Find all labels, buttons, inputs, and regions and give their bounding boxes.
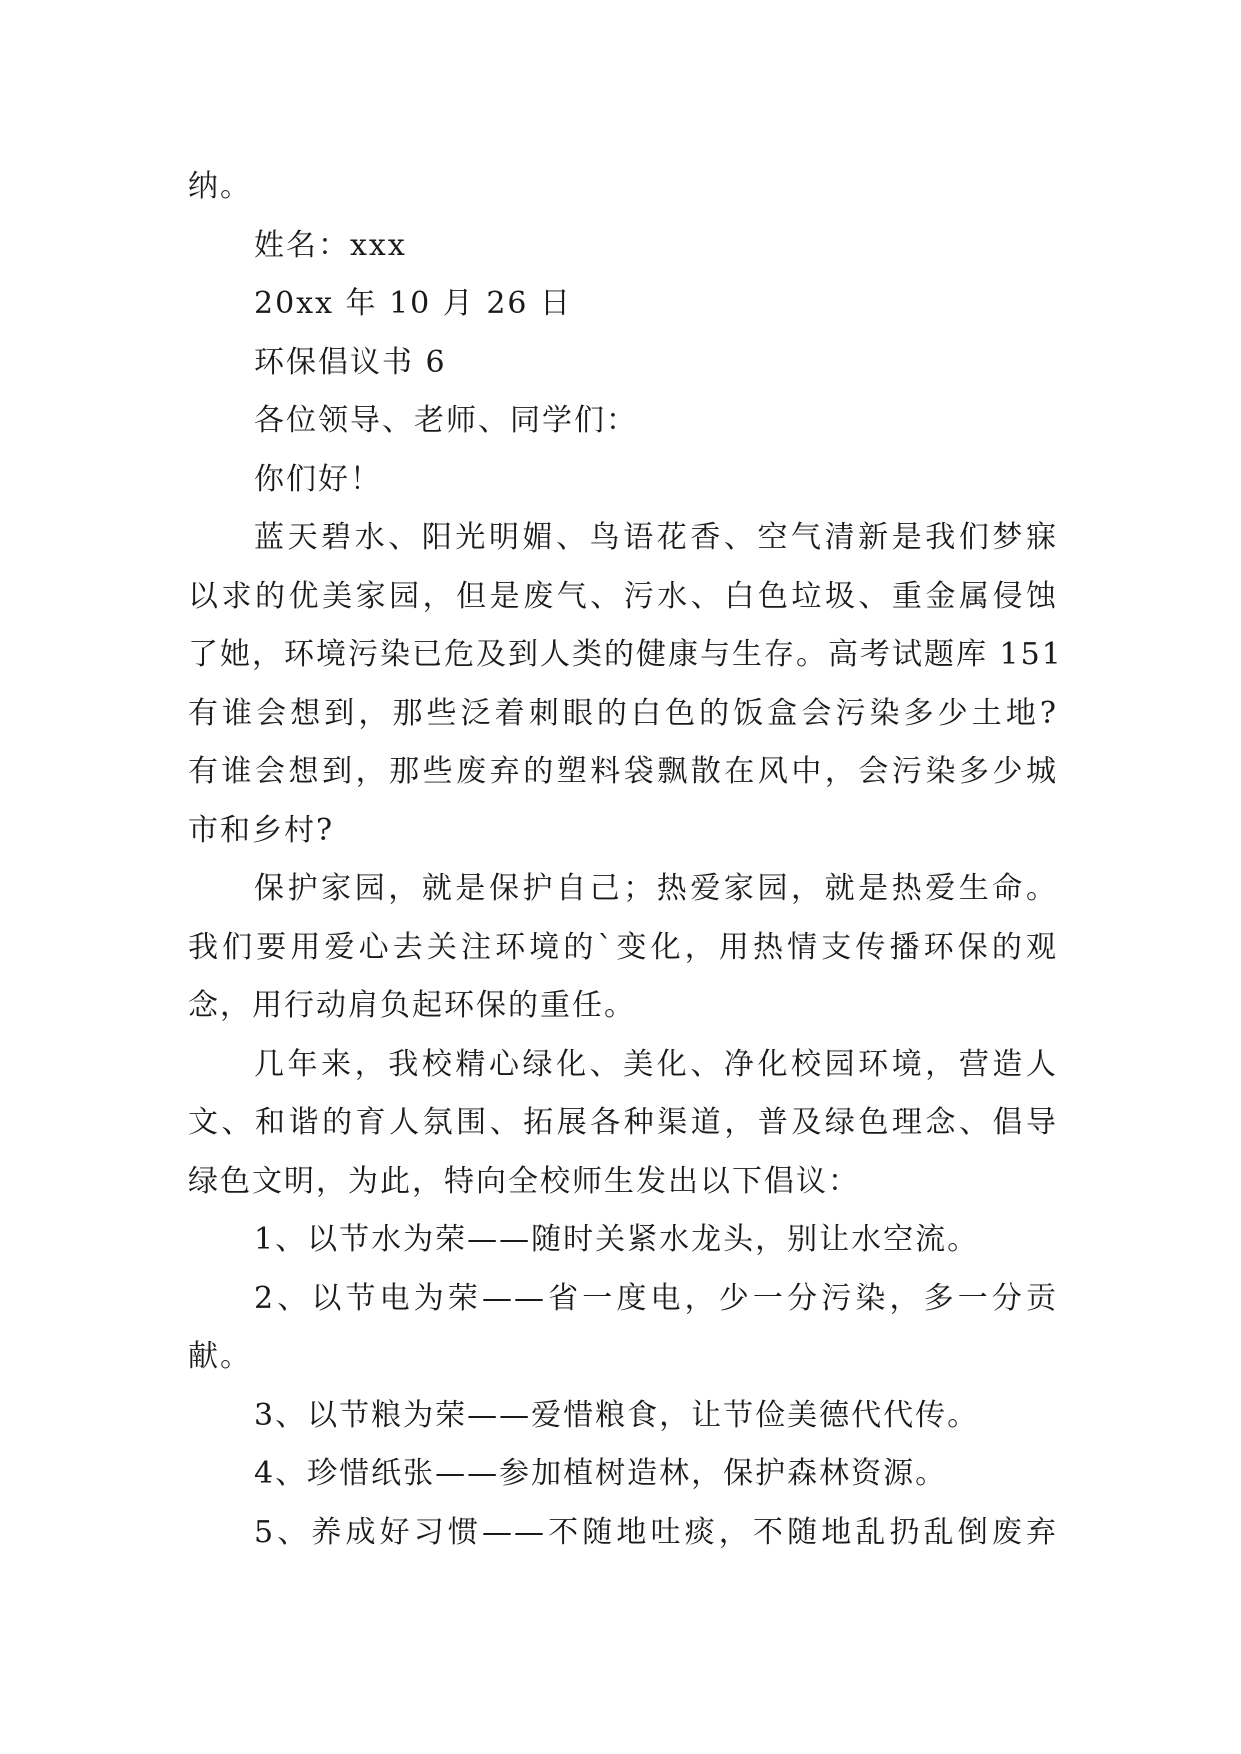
text-line: 1、以节水为荣——随时关紧水龙头，别让水空流。 [254,1222,980,1257]
text-line: 了她，环境污染已危及到人类的健康与生存。高考试题库 151 [188,637,1063,672]
document-body [188,158,1063,1562]
text-line: 有谁会想到，那些泛着刺眼的白色的饭盒会污染多少土地? [188,695,1058,731]
text-line: 2、以节电为荣——省一度电，少一分污染，多一分贡 [254,1280,1058,1316]
text-line: 姓名：xxx [254,227,407,263]
text-line: 蓝天碧水、阳光明媚、鸟语花香、空气清新是我们梦寐 [254,520,1058,555]
text-line: 市和乡村? [188,812,335,848]
text-line: 纳。 [188,169,252,204]
text-line: 以求的优美家园，但是废气、污水、白色垃圾、重金属侵蚀 [188,578,1058,614]
text-line: 你们好！ [254,461,382,497]
text-line: 念，用行动肩负起环保的重任。 [188,988,636,1023]
text-line: 绿色文明，为此，特向全校师生发出以下倡议： [188,1163,860,1199]
text-line: 3、以节粮为荣——爱惜粮食，让节俭美德代代传。 [254,1397,980,1433]
text-line: 我们要用爱心去关注环境的`变化，用热情支传播环保的观 [188,929,1058,965]
text-line: 保护家园，就是保护自己；热爱家园，就是热爱生命。 [254,871,1058,906]
text-line: 20xx 年 10 月 26 日 [254,286,573,321]
text-line: 环保倡议书 6 [254,344,447,380]
text-line: 献。 [188,1339,252,1374]
text-line: 文、和谐的育人氛围、拓展各种渠道，普及绿色理念、倡导 [188,1105,1058,1140]
text-line: 5、养成好习惯——不随地吐痰，不随地乱扔乱倒废弃 [254,1514,1058,1550]
text-line: 有谁会想到，那些废弃的塑料袋飘散在风中，会污染多少城 [188,754,1058,789]
text-line: 各位领导、老师、同学们： [254,403,638,438]
text-line: 几年来，我校精心绿化、美化、净化校园环境，营造人 [254,1046,1058,1082]
text-line: 4、珍惜纸张——参加植树造林，保护森林资源。 [254,1456,948,1491]
